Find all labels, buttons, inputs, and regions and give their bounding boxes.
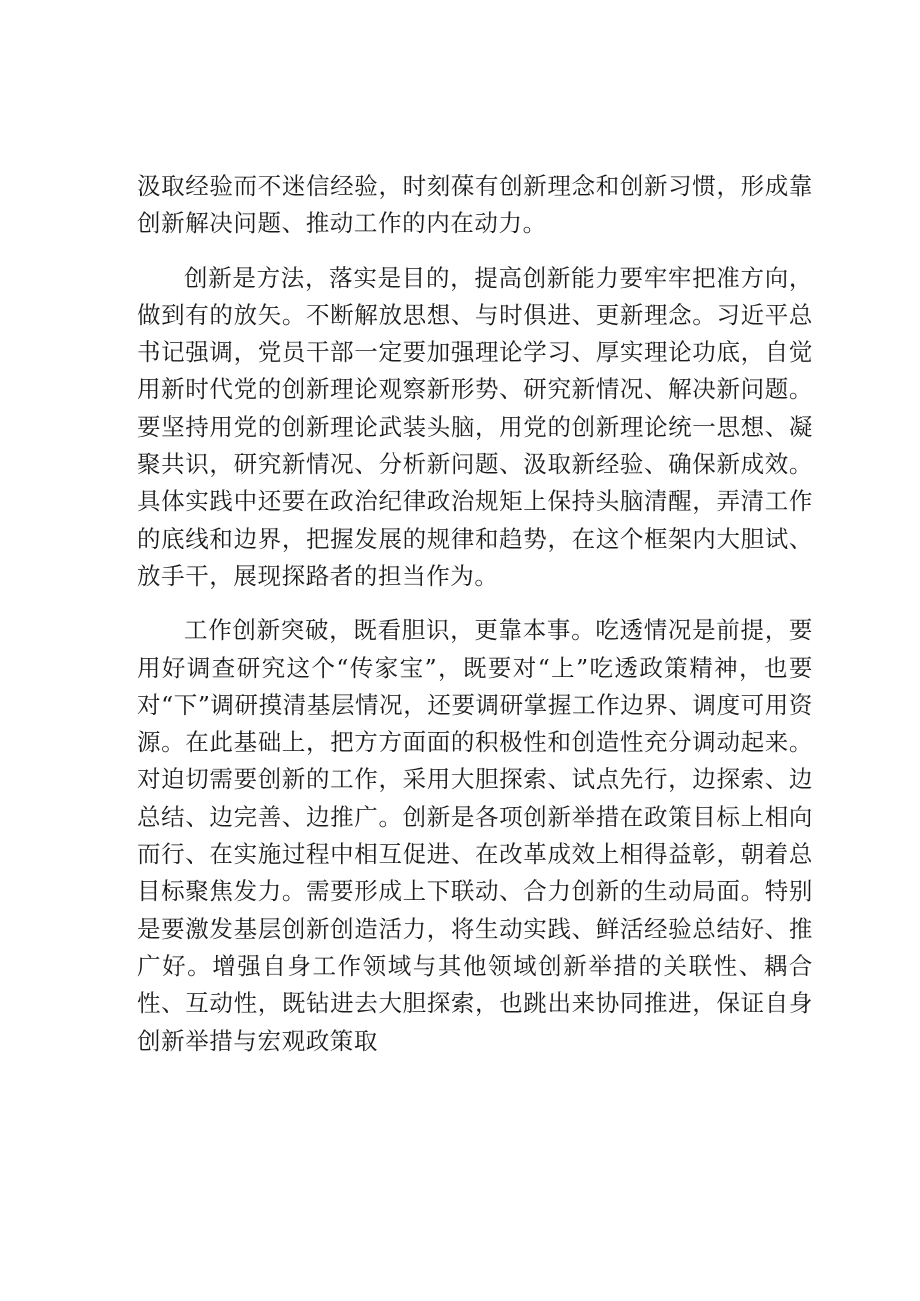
body-text (137, 168, 813, 1060)
paragraph-3: 工作创新突破，既看胆识，更靠本事。吃透情况是前提，要用好调查研究这个“传家宝”，既要对“上”吃透政策精神，也要对“下”调研摸清基层情况，还要调研掌握工作边界、调度可用资源。在此基础上，把方方面面的积极性和创造性充分调动起来。对迫切需要创新的工作，采用大胆探索、试点先行，边探索、边总结、边完善、边推广。创新是各项创新举措在政策目标上相向而行、在实施过程中相互促进、在改革成效上相得益彰，朝着总目标聚焦发力。需要形成上下联动、合力创新的生动局面。特别是要激发基层创新创造活力，将生动实践、鲜活经验总结好、推广好。增强自身工作领域与其他领域创新举措的关联性、耦合性、互动性，既钻进去大胆探索，也跳出来协同推进，保证自身创新举措与宏观政策取 (137, 616, 813, 1055)
paragraph-2: 创新是方法，落实是目的，提高创新能力要牢牢把准方向，做到有的放矢。不断解放思想、与时俱进、更新理念。习近平总书记强调，党员干部一定要加强理论学习、厚实理论功底，自觉用新时代党的创新理论观察新形势、研究新情况、解决新问题。要坚持用党的创新理论武装头脑，用党的创新理论统一思想、凝聚共识，研究新情况、分析新问题、汲取新经验、确保新成效。具体实践中还要在政治纪律政治规矩上保持头脑清醒，弄清工作的底线和边界，把握发展的规律和趋势，在这个框架内大胆试、放手干，展现探路者的担当作为。 (137, 263, 813, 590)
paragraph-1: 汲取经验而不迷信经验，时刻葆有创新理念和创新习惯，形成靠创新解决问题、推动工作的内在动力。 (137, 172, 813, 238)
